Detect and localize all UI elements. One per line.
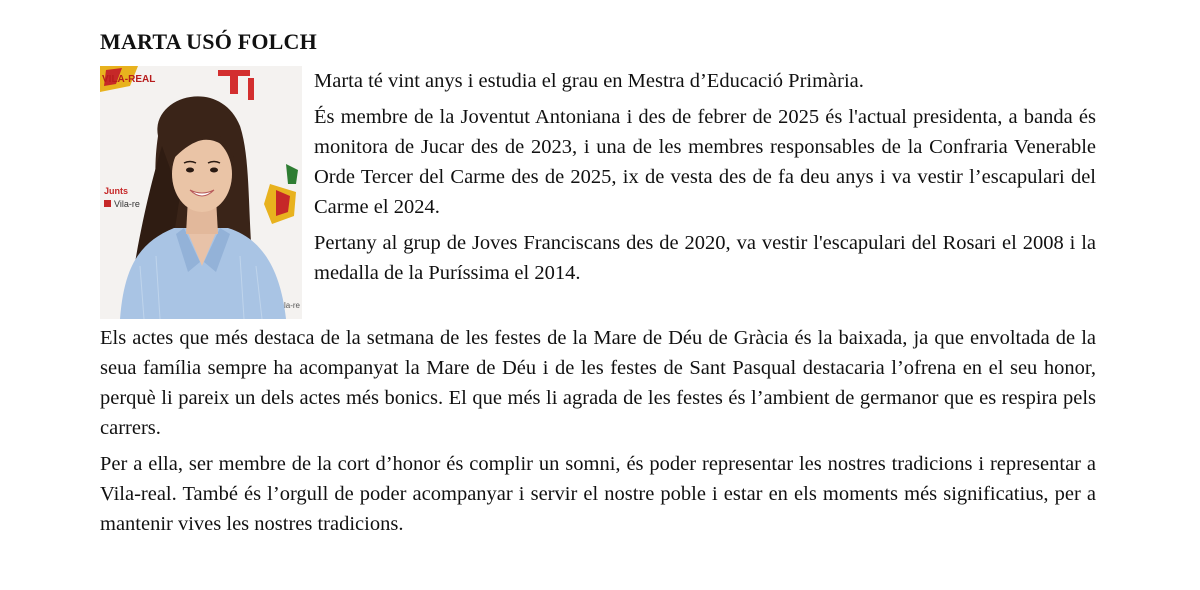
paragraph-court-of-honor: Per a ella, ser membre de la cort d’honor és complir un somni, és poder representar les nostres tradicions i representar a Vila-real. També és l’orgull de poder acompanyar i servir el nostre poble i estar en els moments més significatius, per a mantenir vives les nostres tradicions. xyxy=(100,453,1096,535)
paragraph-membership: És membre de la Joventut Antoniana i des de febrer de 2025 és l'actual presidenta, a banda és monitora de Jucar des de 2023, i una de les membres responsables de la Confraria Venerable Orde Tercer del Carme des de 2025, ix de vesta des de fa deu anys i va vestir l’escapulari del Carme el 2024. xyxy=(314,106,1096,218)
profile-article xyxy=(100,28,1096,545)
svg-text:Vila-re: Vila-re xyxy=(114,199,140,209)
page-title: MARTA USÓ FOLCH xyxy=(100,29,317,54)
paragraph-franciscans: Pertany al grup de Joves Franciscans des de 2020, va vestir l'escapulari del Rosari el 2008 i la medalla de la Puríssima el 2014. xyxy=(314,232,1096,284)
paragraph-intro: Marta té vint anys i estudia el grau en Mestra d’Educació Primària. xyxy=(314,70,864,92)
portrait-photo xyxy=(100,66,302,319)
paragraph-festivities: Els actes que més destaca de la setmana de les festes de la Mare de Déu de Gràcia és la baixada, ja que envoltada de la seua família sempre ha acompanyat la Mare de Déu i de les festes de Sant Pasqual destacaria l’ofrena en el seu honor, perquè li pareix un dels actes més bonics. El que més li agrada de les festes és l’ambient de germanor que es respira pels carrers. xyxy=(100,327,1096,439)
logo-vila-text: VILA-REAL xyxy=(102,74,156,85)
logo-right-bottom-text: la-re xyxy=(284,301,301,310)
svg-text:Junts: Junts xyxy=(104,186,129,196)
